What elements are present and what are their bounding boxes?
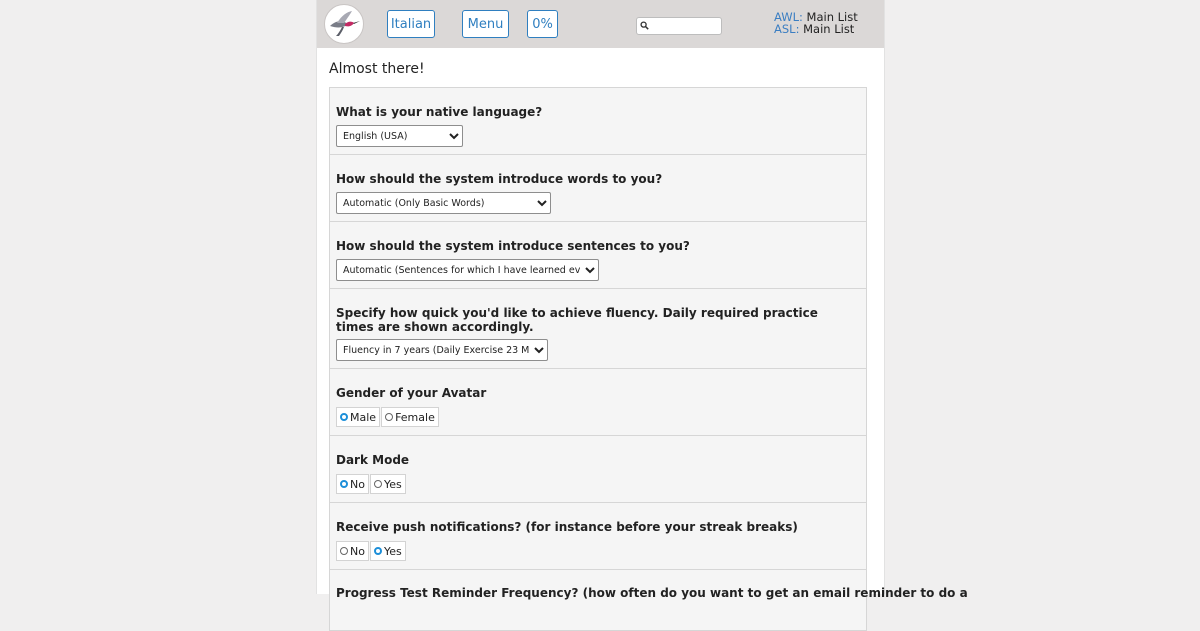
radio-unselected-icon: [340, 547, 348, 555]
top-header: [317, 0, 884, 48]
radio-unselected-icon: [385, 413, 393, 421]
page-container: [316, 0, 968, 600]
gender-male-label: Male: [350, 410, 377, 424]
fluency-question: [330, 288, 866, 368]
radio-selected-icon: [340, 413, 348, 421]
native-language-label: What is your native language?: [336, 105, 543, 119]
dark-mode-radio-group: [336, 474, 406, 494]
awl-value: Main List: [806, 10, 858, 24]
menu-button[interactable]: Menu: [462, 10, 509, 38]
dark-mode-yes-label: Yes: [383, 477, 402, 491]
push-no-label: No: [350, 544, 365, 558]
fluency-label: Specify how quick you'd like to achieve fluency. Daily required practice times are shown accordingly.: [336, 306, 818, 334]
push-radio-group: [336, 541, 406, 561]
asl-value: Main List: [803, 22, 855, 36]
language-button[interactable]: Italian: [387, 10, 435, 38]
radio-selected-icon: [374, 547, 382, 555]
push-yes-label: Yes: [383, 544, 402, 558]
sentences-label: How should the system introduce sentences to you?: [336, 239, 690, 253]
gender-male-radio[interactable]: [336, 407, 380, 427]
reminder-question: [330, 569, 968, 630]
dark-mode-no-radio[interactable]: [336, 474, 369, 494]
native-language-select[interactable]: [336, 125, 463, 147]
radio-selected-icon: [340, 480, 348, 488]
hummingbird-icon: [325, 5, 363, 43]
awl-label: AWL:: [774, 10, 803, 24]
dark-mode-label: Dark Mode: [336, 453, 410, 467]
words-label: How should the system introduce words to you?: [336, 172, 663, 186]
gender-question: [330, 368, 866, 435]
words-question: [330, 154, 866, 221]
sentences-select[interactable]: [336, 259, 599, 281]
words-select[interactable]: [336, 192, 551, 214]
search-input[interactable]: [651, 19, 719, 33]
dark-mode-no-label: No: [350, 477, 365, 491]
dark-mode-yes-radio[interactable]: [370, 474, 406, 494]
push-question: [330, 502, 866, 569]
gender-radio-group: [336, 407, 439, 427]
app-logo[interactable]: [324, 4, 364, 44]
page-title: Almost there!: [329, 61, 425, 77]
asl-label: ASL:: [774, 22, 800, 36]
word-lists-info: [774, 11, 858, 35]
native-language-question: [330, 88, 866, 154]
fluency-select[interactable]: [336, 339, 548, 361]
dark-mode-question: [330, 435, 866, 502]
radio-unselected-icon: [374, 480, 382, 488]
reminder-label: Progress Test Reminder Frequency? (how often do you want to get an email reminder to do a: [336, 586, 968, 600]
gender-female-radio[interactable]: [381, 407, 439, 427]
settings-form: [329, 87, 968, 631]
sentences-question: [330, 221, 866, 288]
search-box: [636, 17, 722, 35]
asl-row[interactable]: [774, 23, 858, 35]
push-yes-radio[interactable]: [370, 541, 406, 561]
gender-female-label: Female: [395, 410, 435, 424]
search-icon: [640, 21, 649, 30]
push-no-radio[interactable]: [336, 541, 369, 561]
gender-label: Gender of your Avatar: [336, 386, 487, 400]
push-label: Receive push notifications? (for instance before your streak breaks): [336, 520, 798, 534]
progress-button[interactable]: 0%: [527, 10, 558, 38]
